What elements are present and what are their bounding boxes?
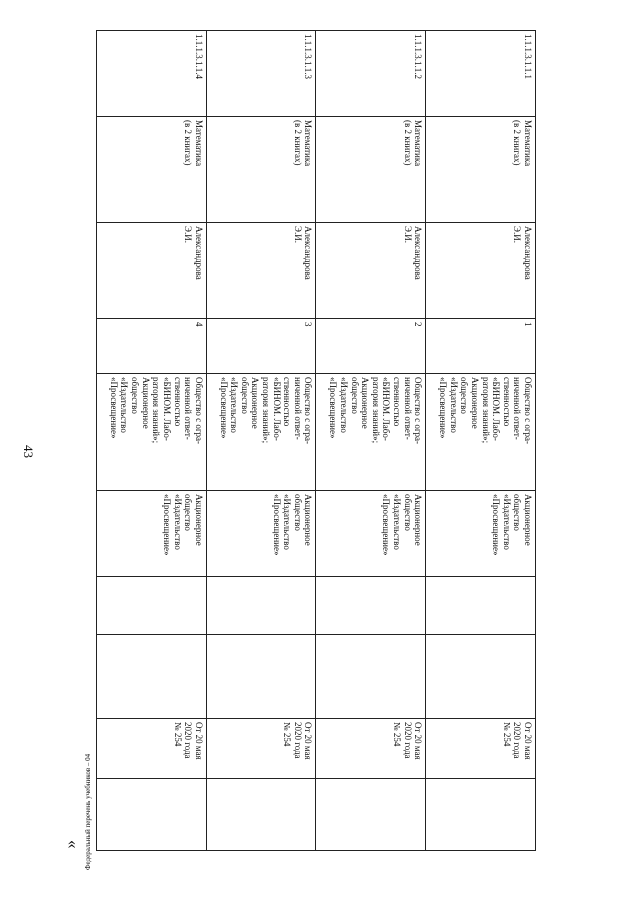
row-publisher: Общество с огра- ниченной ответ- ственностью «БИНОМ. Лабо- ратория знаний»; Акционерное общество «Издательство «Просвещение» <box>97 374 207 491</box>
table-row <box>316 31 426 851</box>
table-row <box>206 31 316 851</box>
row-grade: 1 <box>426 319 536 374</box>
row-empty-cell <box>426 577 536 635</box>
row-order: От 20 мая 2020 года № 254 <box>97 719 207 779</box>
row-grade: 4 <box>97 319 207 374</box>
row-subject: Математика (в 2 книгах) <box>206 117 316 223</box>
table-row <box>97 31 207 851</box>
row-order: От 20 мая 2020 года № 254 <box>316 719 426 779</box>
row-publisher-alt: Акционерное общество «Издательство «Просвещение» <box>97 491 207 577</box>
table-row <box>426 31 536 851</box>
row-empty-cell <box>316 577 426 635</box>
row-subject: Математика (в 2 книгах) <box>316 117 426 223</box>
row-grade: 2 <box>316 319 426 374</box>
row-publisher: Общество с огра- ниченной ответ- ственностью «БИНОМ. Лабо- ратория знаний»; Акционерное общество «Издательство «Просвещение» <box>426 374 536 491</box>
row-empty-cell <box>97 577 207 635</box>
row-author: Александрова Э.И. <box>316 223 426 319</box>
row-code: 1.1.1.3.1.1.2 <box>316 31 426 117</box>
row-empty-cell <box>206 577 316 635</box>
row-empty-cell <box>426 635 536 719</box>
row-empty-cell <box>97 779 207 851</box>
footer-text: Федеральный перечень учебников – 04 <box>84 753 92 870</box>
textbook-list-table <box>96 30 536 851</box>
row-empty-cell <box>316 635 426 719</box>
row-author: Александрова Э.И. <box>206 223 316 319</box>
textbook-list-table-container <box>96 30 536 850</box>
row-publisher: Общество с огра- ниченной ответ- ственностью «БИНОМ. Лабо- ратория знаний»; Акционерное общество «Издательство «Просвещение» <box>316 374 426 491</box>
row-empty-cell <box>97 635 207 719</box>
row-empty-cell <box>206 779 316 851</box>
row-subject: Математика (в 2 книгах) <box>426 117 536 223</box>
row-order: От 20 мая 2020 года № 254 <box>426 719 536 779</box>
row-empty-cell <box>206 635 316 719</box>
row-publisher-alt: Акционерное общество «Издательство «Просвещение» <box>426 491 536 577</box>
row-grade: 3 <box>206 319 316 374</box>
row-code: 1.1.1.3.1.1.3 <box>206 31 316 117</box>
row-publisher-alt: Акционерное общество «Издательство «Просвещение» <box>316 491 426 577</box>
page-number: 43 <box>21 445 36 458</box>
row-subject: Математика (в 2 книгах) <box>97 117 207 223</box>
row-empty-cell <box>426 779 536 851</box>
row-publisher: Общество с огра- ниченной ответ- ственностью «БИНОМ. Лабо- ратория знаний»; Акционерное общество «Издательство «Просвещение» <box>206 374 316 491</box>
row-code: 1.1.1.3.1.1.4 <box>97 31 207 117</box>
row-publisher-alt: Акционерное общество «Издательство «Просвещение» <box>206 491 316 577</box>
row-empty-cell <box>316 779 426 851</box>
row-author: Александрова Э.И. <box>97 223 207 319</box>
row-code: 1.1.1.3.1.1.1 <box>426 31 536 117</box>
row-author: Александрова Э.И. <box>426 223 536 319</box>
quote-mark: « <box>64 840 83 849</box>
row-order: От 20 мая 2020 года № 254 <box>206 719 316 779</box>
